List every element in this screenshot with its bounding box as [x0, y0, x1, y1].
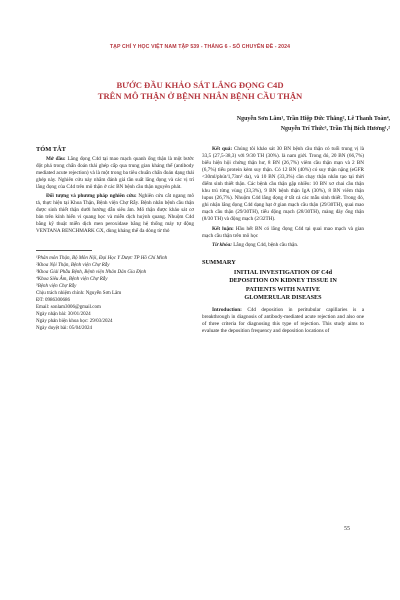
english-title-line-4: GLOMERULAR DISEASES: [244, 294, 322, 302]
abstract-results-label: Kết quả:: [212, 146, 233, 152]
footnote-2: ²Khoa Nội Thận, Bệnh viện Chợ Rẫy: [36, 262, 110, 268]
summary-intro-paragraph: [202, 307, 364, 335]
corresponding-phone: ĐT: 0986300686: [36, 297, 71, 303]
footnote-3: ³Khoa Giải Phẫu Bệnh, Bệnh viện Nhân Dân Gia Định: [36, 269, 147, 275]
abstract-methods-text: Nghiên cứu cắt ngang mô tả, thực hiện tại Khoa Thận, Bệnh viện Chợ Rẫy. Bệnh nhân bệnh cầu thận được sinh thiết thận dưới hướng dẫn siêu âm. Mô thận được khảo sát cơ bản trên kính hiển vi quang học và miễn dịch huỳnh quang. Nhuộm C4d bằng kỹ thuật miễn dịch men peroxidase bằng hệ thống máy tự động VENTANA BENCHMARK GX, dùng kháng thể đa dòng từ thỏ: [36, 193, 195, 235]
journal-running-header: TẠP CHÍ Y HỌC VIỆT NAM TẬP 539 - THÁNG 6 - SỐ CHUYÊN ĐỀ - 2024: [109, 44, 291, 50]
abstract-conclusion-label: Kết luận:: [212, 225, 234, 232]
footnote-1: ¹Phân môn Thận, Bộ Môn Nội, Đại Học Y Dược TP Hồ Chí Minh: [36, 255, 168, 261]
abstract-methods-label: Đối tượng và phương pháp nghiên cứu:: [46, 193, 137, 200]
article-title-line-2: TRÊN MÔ THẬN Ở BỆNH NHÂN BỆNH CẦU THẬN: [97, 91, 303, 101]
english-title-line-3: PATIENTS WITH NATIVE: [245, 285, 321, 293]
abstract-conclusion-paragraph: [202, 226, 364, 240]
corresponding-email: Email: sonlam3006@gmail.com: [36, 304, 101, 310]
summary-intro-label: Introduction:: [212, 307, 242, 314]
english-title-line-1: INITIAL INVESTIGATION OF C4d: [233, 268, 333, 276]
footnote-4: ⁴Khoa Siêu Âm, Bệnh viện Chợ Rẫy: [36, 276, 108, 282]
left-column: [36, 146, 194, 332]
abstract-results-text: Chúng tôi khảo sát 30 BN bệnh cầu thận có tuổi trung vị là 33,5 (27,5-38,3) với 9/30 TH (30%). là nam giới. Trong đó, 20 BN (66,7%) biểu hiện hội chứng thận hư, 8 BN (26,7%) viêm cầu thận mạn và 2 BN (6,7%) tiểu protein kèm suy thận. Có 12 BN (40%) có suy thận nặng (eGFR <30ml/phút/1,73m² da), và 10 BN (33,3%) cần chạy thận nhân tạo tại thời điểm sinh thiết thận. Các bệnh cầu thận gặp nhiều: 10 BN xơ chai cầu thận khu trú từng vùng (33,3%), 9 BN bệnh thận IgA (30%), 8 BN viêm thận lupus (26,7%). Nhuộm C4d lắng đọng ở tất cả các mẫu sinh thiết. Trong đó, ghi nhận lắng đọng C4d dạng hạt ở gian mạch cầu thận (29/30TH), quai mao mạch cầu thận (29/30TH), tiểu động mạch (28/30TH), màng đáy ống thận (8/30 TH) và động mạch (2/32TH).: [202, 146, 365, 223]
abstract-results-paragraph: [202, 146, 364, 224]
abstract-intro-text: Lắng đọng C4d tại mao mạch quanh ống thận là một bước đột phá trong chẩn đoán thải ghép cấp qua trung gian kháng thể (antibody mediated acute rejection) và là một trong ba tiêu chuẩn chẩn đoán dạng thải ghép này. Nghiên cứu này nhằm đánh giá tần suất lắng đọng và các vị trí lắng đọng của C4d trên mô thận ở các BN bệnh cầu thận nguyên phát.: [36, 156, 195, 191]
english-title: [202, 269, 364, 303]
date-received: Ngày nhận bài: 30/01/2024: [36, 311, 91, 317]
summary-intro-text: C4d deposition in peritubular capillaries is a breakthrough in diagnosis of antibody-mediated acute rejection and also one of three criteria for diagnosing this type of rejection. This study aims to evaluate the deposition frequency and deposition locations of: [202, 307, 365, 335]
page-number: 55: [344, 526, 350, 532]
right-column: [202, 146, 364, 337]
date-accepted: Ngày duyệt bài: 05/04/2024: [36, 325, 92, 331]
footnote-divider: [36, 250, 92, 251]
author-line-2: Nguyễn Trí Thức³, Trần Thị Bích Hương¹,²: [280, 126, 390, 132]
footnotes: [36, 255, 194, 332]
abstract-keywords-paragraph: [202, 242, 364, 249]
abstract-conclusion-text: Hầu hết BN có lắng đọng C4d tại quai mao mạch và gian mạch cầu thận trên mô học: [202, 225, 364, 239]
abstract-keywords-text: Lắng đọng C4d, bệnh cầu thận.: [233, 241, 299, 248]
author-line-1: Nguyễn Sơn Lâm¹, Trần Hiệp Đức Thắng², Lê Thanh Toàn⁴,: [236, 116, 390, 122]
abstract-intro-label: Mở đầu:: [46, 156, 66, 162]
footnote-5: ⁵Bệnh viện Chợ Rẫy: [36, 283, 77, 289]
abstract-keywords-label: Từ khóa:: [212, 241, 232, 248]
author-list: [150, 114, 390, 134]
article-title-line-1: BƯỚC ĐẦU KHẢO SÁT LẮNG ĐỌNG C4D: [116, 80, 284, 90]
abstract-intro-paragraph: [36, 156, 194, 191]
english-title-line-2: DEPOSITION ON KIDNEY TISSUE IN: [229, 277, 337, 285]
date-reviewed: Ngày phản biện khoa học: 29/03/2024: [36, 318, 113, 324]
summary-heading: SUMMARY: [202, 258, 236, 266]
abstract-heading: TÓM TẮT: [36, 146, 66, 153]
article-title: [40, 80, 360, 102]
corresponding-author: Chịu trách nhiệm chính: Nguyễn Sơn Lâm: [36, 290, 122, 296]
abstract-methods-paragraph: [36, 193, 194, 235]
